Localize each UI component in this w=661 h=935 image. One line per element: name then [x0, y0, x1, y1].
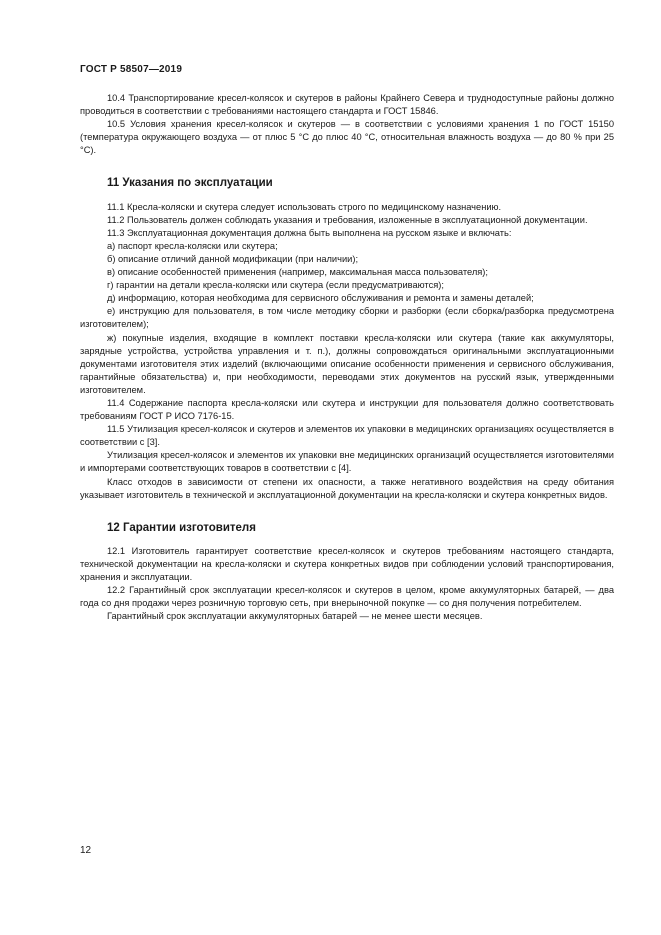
paragraph-12-2: 12.2 Гарантийный срок эксплуатации кресел-колясок и скутеров в целом, кроме аккумуляторных батарей, — два года со дня продажи через розничную торговую сеть, при внерыночной покупке — со дня получения потребителем.: [80, 585, 614, 609]
section-12-heading: 12 Гарантии изготовителя: [107, 521, 256, 534]
paragraph-12-2-battery: Гарантийный срок эксплуатации аккумуляторных батарей — не менее шести месяцев.: [107, 611, 483, 622]
paragraph-10-4: 10.4 Транспортирование кресел-колясок и скутеров в районы Крайнего Севера и труднодоступные районы должно проводиться в соответствии с требованиями настоящего стандарта и ГОСТ 15846.: [80, 93, 614, 117]
paragraph-12-1: 12.1 Изготовитель гарантирует соответствие кресел-колясок и скутеров требованиям настоящего стандарта, технической документации на кресла-коляски и скутера конкретных видов при соблюдении условий транспортирования, хранения и эксплуатации.: [80, 545, 614, 582]
page-number: 12: [80, 845, 92, 856]
list-item-e: е) инструкцию для пользователя, в том числе методику сборки и разборки (если сборка/разборка предусмотрена изготовителем);: [80, 306, 614, 330]
list-item-a: а) паспорт кресла-коляски или скутера;: [107, 240, 278, 251]
list-item-v: в) описание особенностей применения (например, максимальная масса пользователя);: [107, 267, 488, 278]
document-body: [80, 92, 614, 623]
list-item-zh: ж) покупные изделия, входящие в комплект поставки кресла-коляски или скутера (такие как аккумуляторы, зарядные устройства, устройства управления и т. п.), должны сопровождаться оригинальными эксплуатационными документами изготовителя этих изделий (включающими описание особенности применения и сервисного обслуживания, гарантийные обязательства) и, при необходимости, переводами этих документов на русский язык, утвержденными изготовителем.: [80, 332, 614, 395]
paragraph-11-2: 11.2 Пользователь должен соблюдать указания и требования, изложенные в эксплуатационной документации.: [107, 214, 588, 225]
paragraph-11-5-waste-class: Класс отходов в зависимости от степени их опасности, а также негативного воздействия на среду обитания указывает изготовитель в технической и эксплуатационной документации на кресла-коляски и скутера конкретных видов.: [80, 476, 614, 500]
paragraph-11-4: 11.4 Содержание паспорта кресла-коляски или скутера и инструкции для пользователя должно соответствовать требованиям ГОСТ Р ИСО 7176-15.: [80, 397, 614, 422]
list-item-b: б) описание отличий данной модификации (при наличии);: [107, 253, 359, 264]
list-item-d: д) информацию, которая необходима для сервисного обслуживания и ремонта и замены деталей;: [107, 293, 534, 304]
paragraph-11-5-disposal: Утилизация кресел-колясок и элементов их упаковки вне медицинских организаций осуществляется изготовителями и импортерами соответствующих товаров в соответствии с [4].: [80, 450, 614, 474]
list-item-g: г) гарантии на детали кресла-коляски или скутера (если предусматриваются);: [107, 280, 444, 291]
document-header: ГОСТ Р 58507—2019: [80, 64, 183, 75]
paragraph-11-1: 11.1 Кресла-коляски и скутера следует использовать строго по медицинскому назначению.: [107, 201, 502, 212]
paragraph-11-5: 11.5 Утилизация кресел-колясок и скутеров и элементов их упаковки в медицинских организациях осуществляется в соответствии с [3].: [80, 424, 614, 448]
paragraph-11-3: 11.3 Эксплуатационная документация должна быть выполнена на русском языке и включать:: [107, 227, 512, 238]
section-11-heading: 11 Указания по эксплуатации: [107, 177, 273, 190]
paragraph-10-5: 10.5 Условия хранения кресел-колясок и скутеров — в соответствии с условиями хранения 1 по ГОСТ 15150 (температура окружающего воздуха — от плюс 5 °С до плюс 40 °С, относительная влажность воздуха — до 80 % при 25 °С).: [80, 119, 614, 156]
